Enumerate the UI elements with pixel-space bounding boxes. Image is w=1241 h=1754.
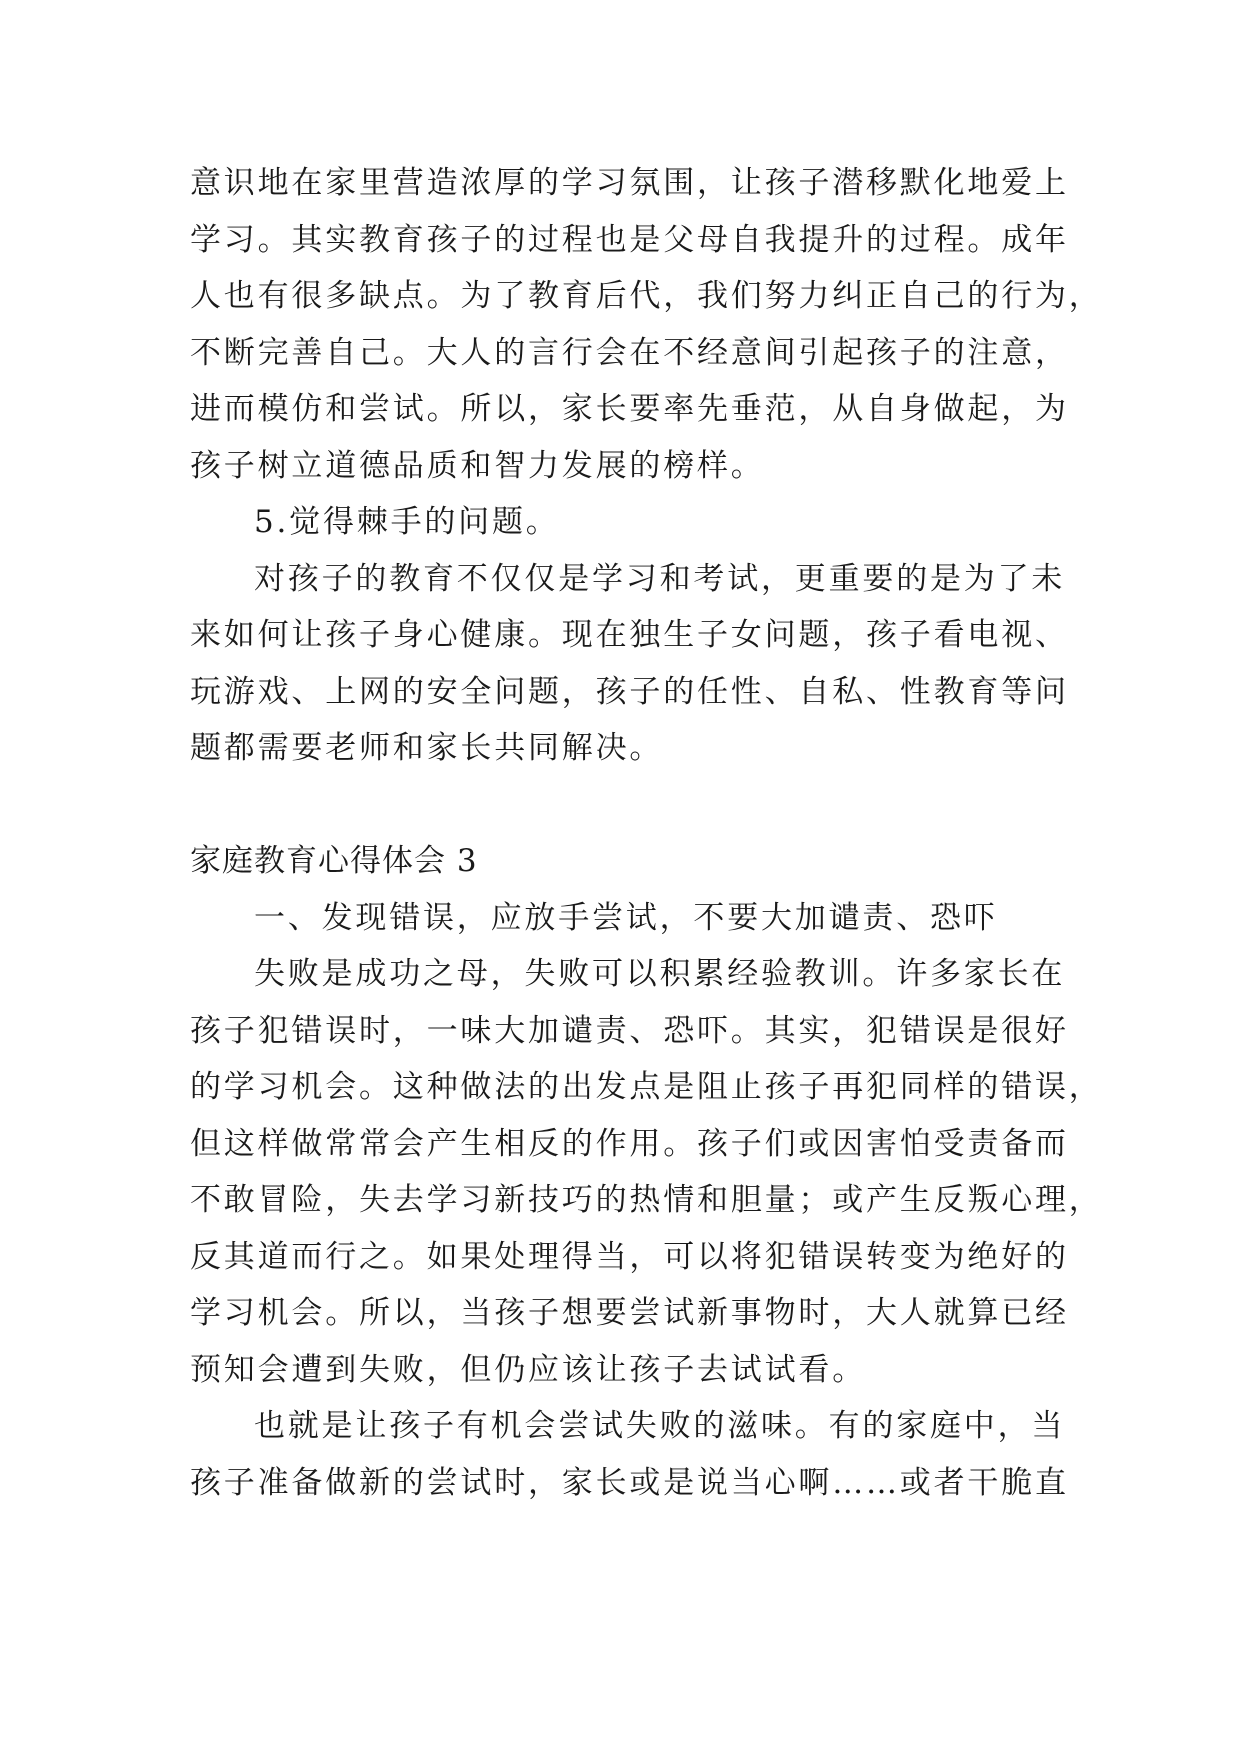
paragraph-parenting-example	[190, 155, 1103, 494]
text-line: 对孩子的教育不仅仅是学习和考试，更重要的是为了未	[254, 560, 1066, 597]
text-line: 孩子准备做新的尝试时，家长或是说当心啊……或者干脆直	[190, 1464, 1069, 1501]
text-line: 孩子犯错误时，一味大加谴责、恐吓。其实，犯错误是很好	[190, 1012, 1069, 1049]
text-line: 进而模仿和尝试。所以，家长要率先垂范，从自身做起，为	[190, 391, 1069, 427]
text-line: 题都需要老师和家长共同解决。	[190, 730, 664, 766]
text-line: 预知会遭到失败，但仍应该让孩子去试试看。	[190, 1351, 866, 1388]
text-line: 的学习机会。这种做法的出发点是阻止孩子再犯同样的错误，	[190, 1069, 1103, 1105]
paragraph-failure-lesson	[190, 946, 1103, 1398]
text-line: 不断完善自己。大人的言行会在不经意间引起孩子的注意，	[190, 334, 1069, 371]
point-5-title: 5.觉得棘手的问题。	[254, 504, 560, 540]
text-line: 不敢冒险，失去学习新技巧的热情和胆量；或产生反叛心理，	[190, 1182, 1103, 1218]
text-line: 学习。其实教育孩子的过程也是父母自我提升的过程。成年	[190, 221, 1069, 258]
section-heading: 家庭教育心得体会 3	[190, 843, 478, 879]
text-line: 人也有很多缺点。为了教育后代，我们努力纠正自己的行为，	[190, 278, 1103, 314]
document-body	[190, 155, 1103, 1511]
paragraph-taste-failure	[190, 1398, 1070, 1511]
text-line: 玩游戏、上网的安全问题，孩子的任性、自私、性教育等问	[190, 673, 1069, 710]
text-line: 失败是成功之母，失败可以积累经验教训。许多家长在	[254, 956, 1066, 992]
text-line: 学习机会。所以，当孩子想要尝试新事物时，大人就算已经	[190, 1295, 1069, 1331]
text-line: 也就是让孩子有机会尝试失败的滋味。有的家庭中，当	[254, 1408, 1066, 1444]
paragraph-tricky-problems	[190, 551, 1070, 777]
section-subheading: 一、发现错误，应放手尝试，不要大加谴责、恐吓	[254, 899, 998, 936]
section-spacer	[190, 777, 1070, 834]
text-line: 反其道而行之。如果处理得当，可以将犯错误转变为绝好的	[190, 1238, 1069, 1275]
text-line: 来如何让孩子身心健康。现在独生子女问题，孩子看电视、	[190, 617, 1069, 653]
text-line: 意识地在家里营造浓厚的学习氛围，让孩子潜移默化地爱上	[190, 165, 1069, 201]
text-line: 孩子树立道德品质和智力发展的榜样。	[190, 447, 765, 484]
text-line: 但这样做常常会产生相反的作用。孩子们或因害怕受责备而	[190, 1125, 1069, 1162]
